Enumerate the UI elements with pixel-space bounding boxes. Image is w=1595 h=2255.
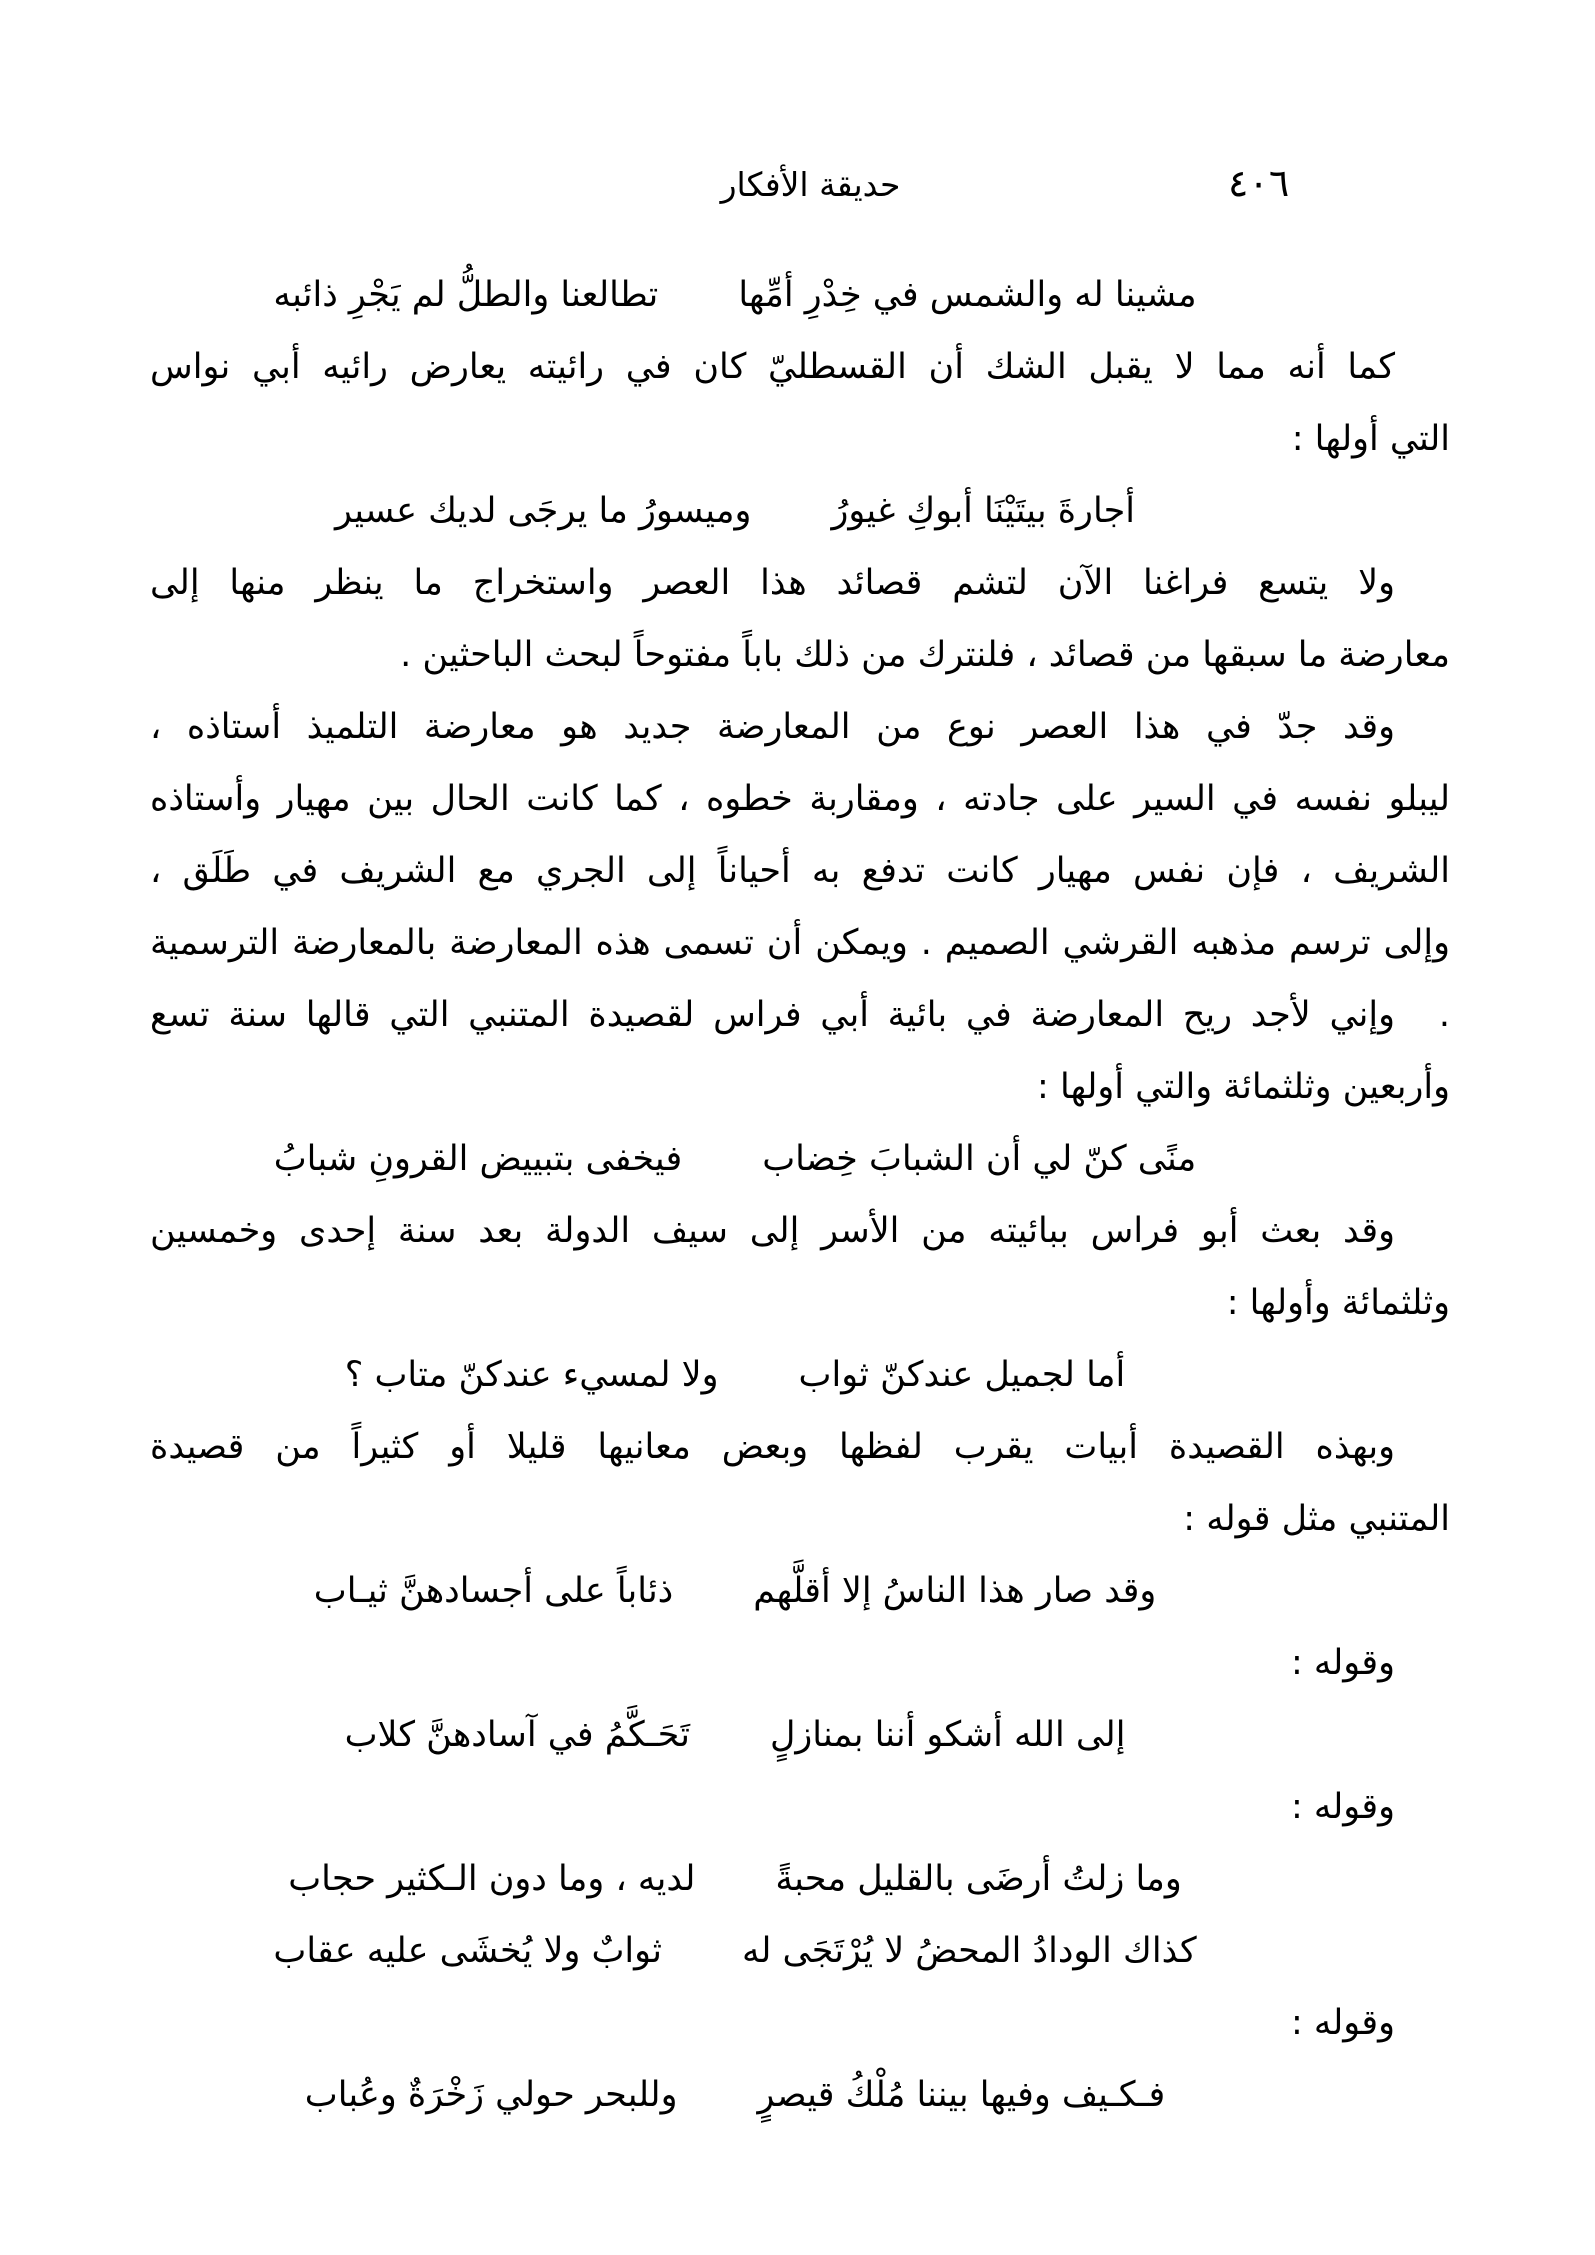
verse-line <box>85 1699 1385 1771</box>
verse-line <box>85 2059 1385 2131</box>
verse-line <box>85 1339 1385 1411</box>
verse-hemistich-left: فيخفى بتبييض القرونِ شبابُ <box>273 1139 683 1179</box>
verse-hemistich-right: وما زلتُ أرضَى بالقليل محبةً <box>775 1859 1182 1899</box>
prose-line: وقوله : <box>1290 2003 1395 2043</box>
verse-hemistich-right: كذاك الودادُ المحضُ لا يُرْتَجَى له <box>741 1931 1197 1971</box>
verse-line <box>85 1843 1385 1915</box>
verse-line <box>85 1123 1385 1195</box>
page-number: ٤٠٦ <box>1228 161 1290 205</box>
verse-hemistich-right: فـكـيف وفيها بيننا مُلْكُ قيصرٍ <box>757 2075 1166 2115</box>
verse-hemistich-left: تطالعنا والطلُّ لم يَجْرِ ذائبه <box>273 275 659 315</box>
verse-hemistich-right: أما لجميل عندكنّ ثواب <box>798 1355 1126 1395</box>
verse-hemistich-left: ولا لمسيء عندكنّ متاب ؟ <box>344 1355 719 1395</box>
verse-line <box>85 259 1385 331</box>
page-content <box>150 259 1450 2131</box>
prose-line: المتنبي مثل قوله : <box>1183 1499 1450 1539</box>
verse-hemistich-right: إلى الله أشكو أننا بمنازلٍ <box>769 1715 1126 1755</box>
verse-line <box>85 1555 1385 1627</box>
prose-line: ليبلو نفسه في السير على جادته ، ومقاربة خطوه ، كما كانت الحال بين مهيار وأستاذه <box>150 779 1450 819</box>
verse-hemistich-right: مشينا له والشمس في خِدْرِ أمِّها <box>738 275 1197 315</box>
prose-line: وإني لأجد ريح المعارضة في بائية أبي فراس لقصيدة المتنبي التي قالها سنة تسع <box>150 995 1395 1035</box>
verse-hemistich-left: وللبحر حولي زَخْرَةٌ وعُباب <box>304 2075 678 2115</box>
prose-line: وبهذه القصيدة أبيات يقرب لفظها وبعض معانيها قليلا أو كثيراً من قصيدة <box>150 1427 1395 1467</box>
prose-line: وأربعين وثلثمائة والتي أولها : <box>1037 1067 1450 1107</box>
book-title: حديقة الأفكار <box>720 165 901 204</box>
prose-line: وقوله : <box>1290 1787 1395 1827</box>
verse-hemistich-right: منًى كنّ لي أن الشبابَ خِضاب <box>762 1139 1197 1179</box>
prose-line: وقوله : <box>1290 1643 1395 1683</box>
prose-line: وقد بعث أبو فراس ببائيته من الأسر إلى سيف الدولة بعد سنة إحدى وخمسين <box>150 1211 1395 1251</box>
prose-line: وثلثمائة وأولها : <box>1226 1283 1450 1323</box>
verse-hemistich-left: ثوابٌ ولا يُخشَى عليه عقاب <box>273 1931 662 1971</box>
verse-hemistich-right: وقد صار هذا الناسُ إلا أقلَّهم <box>753 1571 1157 1611</box>
verse-hemistich-left: لديه ، وما دون الـكثير حجاب <box>288 1859 696 1899</box>
prose-line: وإلى ترسم مذهبه القرشي الصميم . ويمكن أن تسمى هذه المعارضة بالمعارضة الترسمية . <box>150 923 1450 1035</box>
prose-line: ولا يتسع فراغنا الآن لتشم قصائد هذا العصر واستخراج ما ينظر منها إلى <box>150 563 1395 603</box>
verse-line <box>85 1915 1385 1987</box>
verse-hemistich-left: تَحَـكَّمُ في آسادهنَّ كلاب <box>344 1715 690 1755</box>
verse-line <box>85 475 1385 547</box>
prose-line: كما أنه مما لا يقبل الشك أن القسطليّ كان في رائيته يعارض رائيه أبي نواس <box>150 347 1395 387</box>
verse-hemistich-right: أجارةَ بيتَيْنَا أبوكِ غيورُ <box>831 491 1135 531</box>
prose-line: معارضة ما سبقها من قصائد ، فلنترك من ذلك باباً مفتوحاً لبحث الباحثين . <box>400 635 1450 675</box>
prose-line: التي أولها : <box>1291 419 1450 459</box>
verse-hemistich-left: ذئاباً على أجسادهنَّ ثيـاب <box>313 1571 674 1611</box>
prose-line: الشريف ، فإن نفس مهيار كانت تدفع به أحياناً إلى الجري مع الشريف في طَلَق ، <box>150 851 1450 891</box>
prose-line: وقد جدّ في هذا العصر نوع من المعارضة جديد هو معارضة التلميذ أستاذه ، <box>150 707 1395 747</box>
verse-hemistich-left: وميسورُ ما يرجَى لديك عسير <box>335 491 752 531</box>
